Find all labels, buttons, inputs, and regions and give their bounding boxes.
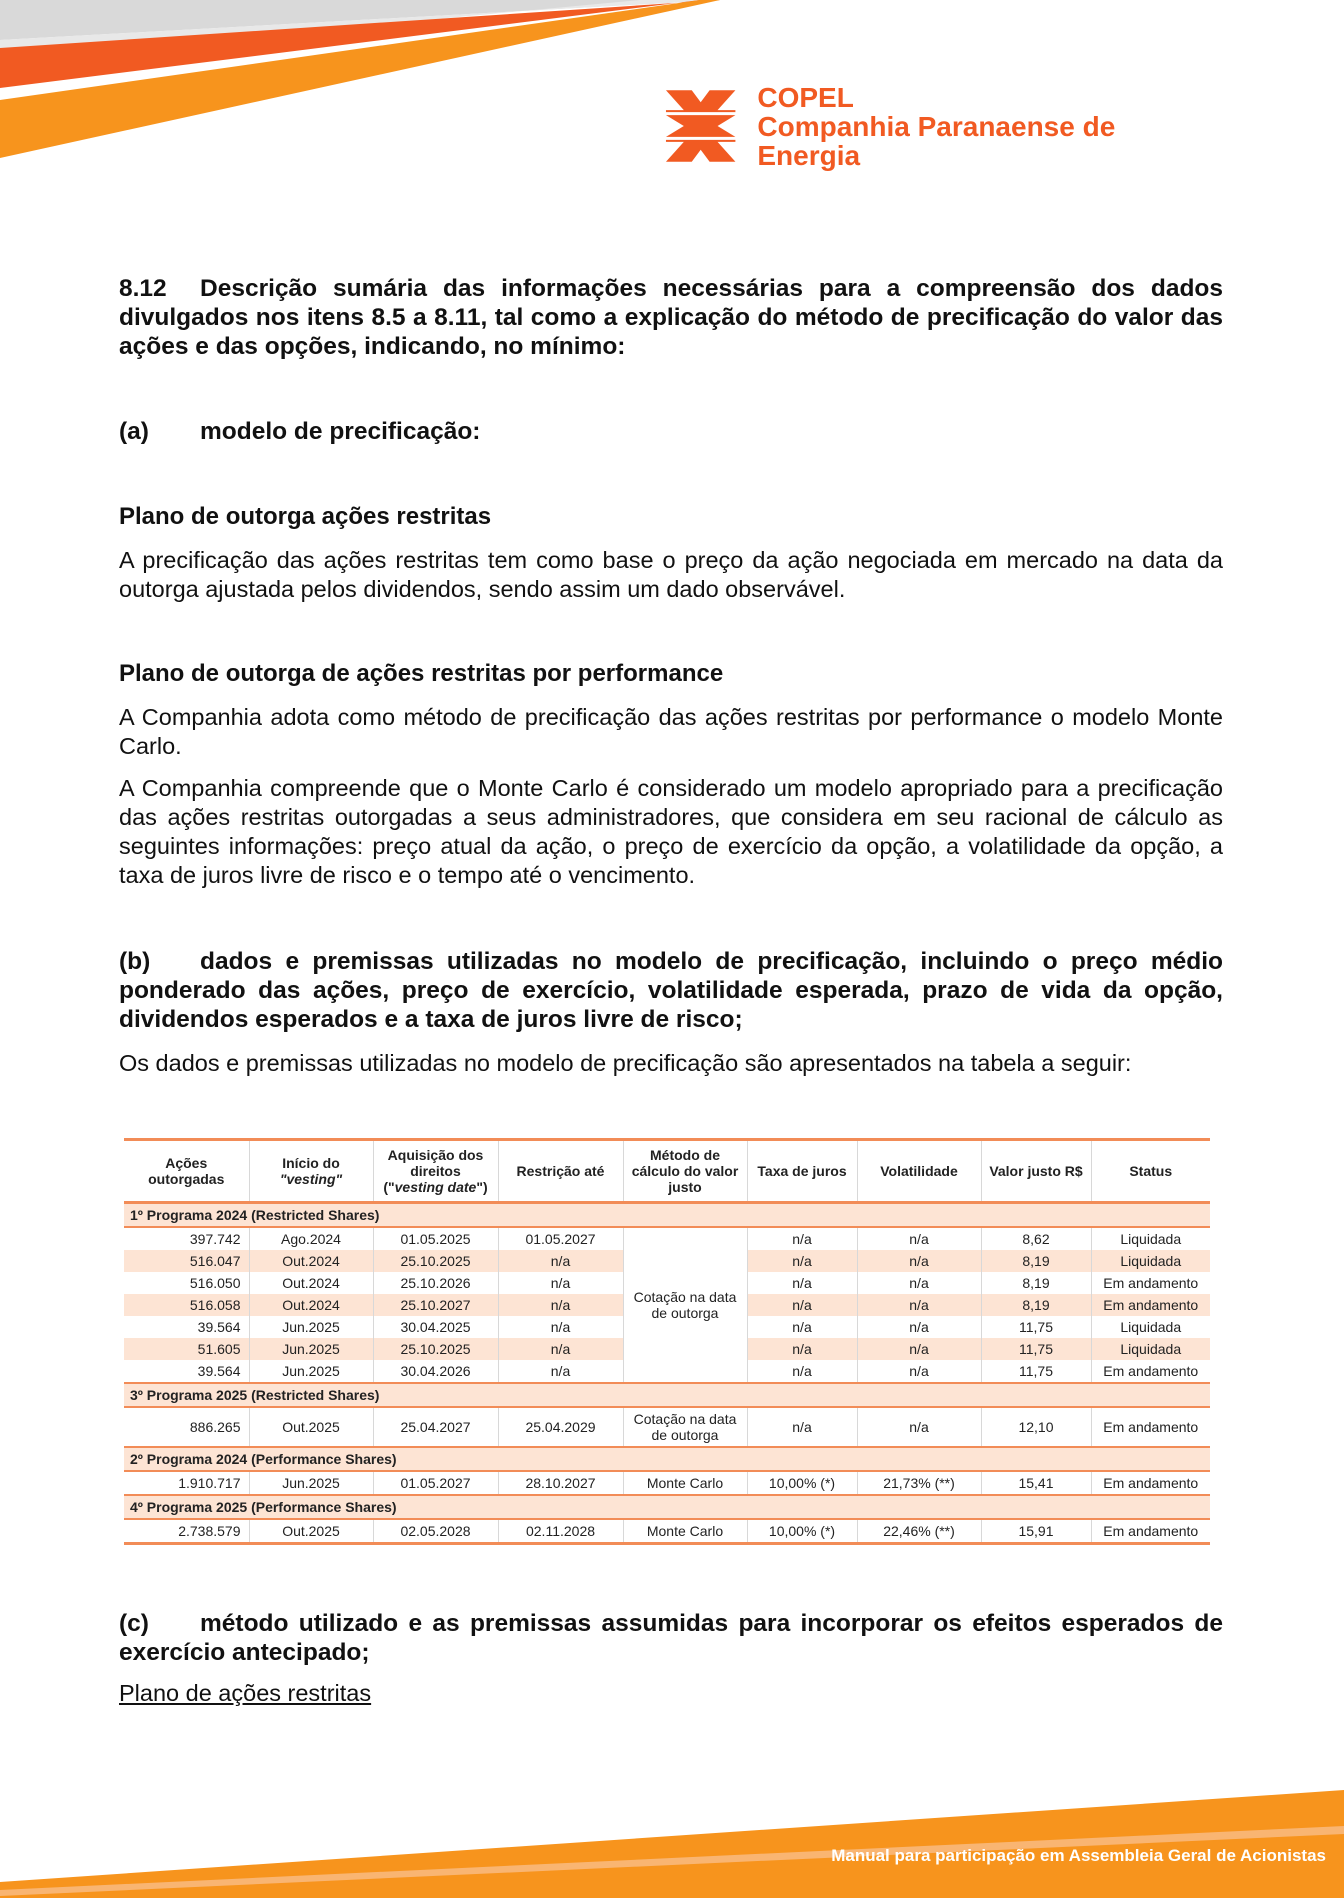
cell: Em andamento xyxy=(1091,1471,1210,1495)
cell: 01.05.2025 xyxy=(373,1227,498,1250)
header-vesting-text: "vesting" xyxy=(279,1171,343,1187)
item-a-text: modelo de precificação: xyxy=(200,418,481,445)
cell: 51.605 xyxy=(124,1338,249,1360)
logo-name: COPEL xyxy=(757,81,854,113)
item-b-text: dados e premissas utilizadas no modelo de precificação, incluindo o preço médio ponderado das ações, preço de exercício, volatilidade esperada, prazo de vida da opção, dividendos esperados e a taxa de juros livre de risco; xyxy=(119,948,1223,1033)
cell: n/a xyxy=(857,1227,981,1250)
cell: Monte Carlo xyxy=(623,1519,747,1544)
header-quote-close: ") xyxy=(476,1179,488,1195)
cell: 21,73% (**) xyxy=(857,1471,981,1495)
plan-performance-text-1: A Companhia adota como método de precificação das ações restritas por performance o modelo Monte Carlo. xyxy=(119,704,1223,759)
cell: n/a xyxy=(498,1316,623,1338)
plan-restricted-title: Plano de outorga ações restritas xyxy=(119,503,492,530)
cell: n/a xyxy=(747,1338,857,1360)
cell: 397.742 xyxy=(189,1231,241,1247)
cell: n/a xyxy=(857,1250,981,1272)
cell: 15,41 xyxy=(981,1471,1091,1495)
cell: Out.2025 xyxy=(249,1519,373,1544)
cell: 8,62 xyxy=(981,1227,1091,1250)
item-b-heading xyxy=(119,947,1223,1034)
cell: 39.564 xyxy=(197,1319,241,1335)
cell: n/a xyxy=(498,1294,623,1316)
section-label: 3º Programa 2025 (Restricted Shares) xyxy=(124,1383,1210,1407)
item-b-intro: Os dados e premissas utilizadas no modelo de precificação são apresentados na tabela a seguir: xyxy=(119,1050,1132,1076)
cell: 02.05.2028 xyxy=(373,1519,498,1544)
cell: Ago.2024 xyxy=(249,1227,373,1250)
header-metodo-calculo: Método de cálculo do valor justo xyxy=(623,1140,747,1203)
header-restricao-ate: Restrição até xyxy=(498,1140,623,1203)
header-aquisicao-direitos xyxy=(373,1140,498,1203)
cell: 22,46% (**) xyxy=(857,1519,981,1544)
cell: n/a xyxy=(747,1316,857,1338)
cell: n/a xyxy=(498,1272,623,1294)
pricing-assumptions-table xyxy=(124,1138,1210,1545)
cell: 30.04.2025 xyxy=(373,1316,498,1338)
cell: 25.04.2029 xyxy=(498,1407,623,1447)
cell: 2.738.579 xyxy=(124,1519,249,1544)
item-a-label: (a) xyxy=(119,418,149,445)
cell: Cotação na data de outorga xyxy=(623,1407,747,1447)
cell: Out.2024 xyxy=(249,1294,373,1316)
cell: 15,91 xyxy=(981,1519,1091,1544)
cell: Em andamento xyxy=(1091,1272,1210,1294)
cell: Liquidada xyxy=(1091,1250,1210,1272)
header-taxa-juros: Taxa de juros xyxy=(747,1140,857,1203)
cell: n/a xyxy=(857,1407,981,1447)
section-label: 4º Programa 2025 (Performance Shares) xyxy=(124,1495,1210,1519)
section-row-programa-1 xyxy=(124,1203,1210,1228)
cell: Em andamento xyxy=(1091,1407,1210,1447)
section-label: 2º Programa 2024 (Performance Shares) xyxy=(124,1447,1210,1471)
cell: 25.04.2027 xyxy=(373,1407,498,1447)
header-inicio-text: Início do xyxy=(282,1155,340,1171)
header-valor-justo: Valor justo R$ xyxy=(981,1140,1091,1203)
item-c-label: (c) xyxy=(119,1610,149,1637)
cell: Jun.2025 xyxy=(249,1316,373,1338)
cell: Jun.2025 xyxy=(249,1338,373,1360)
section-number: 8.12 xyxy=(119,275,167,302)
cell: 25.10.2027 xyxy=(373,1294,498,1316)
cell: n/a xyxy=(747,1407,857,1447)
cell: 10,00% (*) xyxy=(747,1519,857,1544)
cell: Liquidada xyxy=(1091,1227,1210,1250)
cell: 886.265 xyxy=(189,1419,241,1435)
table-row xyxy=(124,1227,1210,1250)
item-b-label: (b) xyxy=(119,948,151,975)
cell: 11,75 xyxy=(981,1360,1091,1383)
merged-method-cell: Cotação na data de outorga xyxy=(623,1227,747,1383)
plan-restricted-text: A precificação das ações restritas tem como base o preço da ação negociada em mercado na data da outorga ajustada pelos dividendos, sendo assim um dado observável. xyxy=(119,547,1223,602)
cell: 25.10.2025 xyxy=(373,1250,498,1272)
cell: n/a xyxy=(857,1272,981,1294)
cell: n/a xyxy=(747,1294,857,1316)
cell: n/a xyxy=(747,1272,857,1294)
cell: 12,10 xyxy=(981,1407,1091,1447)
section-heading xyxy=(119,274,1223,361)
cell: 516.058 xyxy=(124,1294,249,1316)
section-row-programa-2 xyxy=(124,1447,1210,1471)
header-acoes-outorgadas: Ações outorgadas xyxy=(124,1140,249,1203)
header-volatilidade: Volatilidade xyxy=(857,1140,981,1203)
cell: Em andamento xyxy=(1091,1360,1210,1383)
cell: 39.564 xyxy=(197,1363,241,1379)
company-logo xyxy=(662,81,1222,171)
cell: Out.2025 xyxy=(249,1407,373,1447)
table-row xyxy=(124,1519,1210,1544)
cell: 516.047 xyxy=(124,1250,249,1272)
header-inicio-vesting xyxy=(249,1140,373,1203)
section-label: 1º Programa 2024 (Restricted Shares) xyxy=(124,1203,1210,1228)
cell: Jun.2025 xyxy=(249,1471,373,1495)
cell: Em andamento xyxy=(1091,1519,1210,1544)
header-aquisicao-text: Aquisição dos direitos xyxy=(387,1147,484,1179)
cell: 28.10.2027 xyxy=(498,1471,623,1495)
cell: Out.2024 xyxy=(249,1250,373,1272)
cell: n/a xyxy=(857,1360,981,1383)
cell: n/a xyxy=(857,1294,981,1316)
table-row xyxy=(124,1407,1210,1447)
cell: Em andamento xyxy=(1091,1294,1210,1316)
plano-acoes-restritas-link[interactable]: Plano de ações restritas xyxy=(119,1680,372,1706)
cell: n/a xyxy=(857,1338,981,1360)
cell: 10,00% (*) xyxy=(747,1471,857,1495)
cell: 30.04.2026 xyxy=(373,1360,498,1383)
cell: 25.10.2025 xyxy=(373,1338,498,1360)
cell: n/a xyxy=(747,1360,857,1383)
cell: n/a xyxy=(498,1250,623,1272)
cell: 1.910.717 xyxy=(178,1475,241,1491)
cell: 8,19 xyxy=(981,1294,1091,1316)
cell: 8,19 xyxy=(981,1250,1091,1272)
cell: Out.2024 xyxy=(249,1272,373,1294)
cell: n/a xyxy=(747,1227,857,1250)
cell: 25.10.2026 xyxy=(373,1272,498,1294)
section-row-programa-3 xyxy=(124,1383,1210,1407)
logo-subtitle: Companhia Paranaense de Energia xyxy=(757,110,1116,171)
section-row-programa-4 xyxy=(124,1495,1210,1519)
copel-logo-icon xyxy=(662,88,739,164)
cell: 02.11.2028 xyxy=(498,1519,623,1544)
item-a-heading xyxy=(119,417,1223,446)
cell: 01.05.2027 xyxy=(373,1471,498,1495)
header-quote-open: (" xyxy=(383,1179,395,1195)
cell: 11,75 xyxy=(981,1316,1091,1338)
cell: n/a xyxy=(498,1338,623,1360)
footer-decoration xyxy=(0,1790,1344,1898)
table-row xyxy=(124,1471,1210,1495)
item-c-heading xyxy=(119,1609,1223,1667)
cell: 11,75 xyxy=(981,1338,1091,1360)
cell: n/a xyxy=(498,1360,623,1383)
footer-title: Manual para participação em Assembleia Geral de Acionistas xyxy=(831,1846,1326,1865)
header-vesting-date-text: vesting date xyxy=(394,1179,477,1195)
plan-performance-title: Plano de outorga de ações restritas por performance xyxy=(119,660,724,687)
cell: Liquidada xyxy=(1091,1338,1210,1360)
section-heading-text: Descrição sumária das informações necessárias para a compreensão dos dados divulgados nos itens 8.5 a 8.11, tal como a explicação do método de precificação do valor das ações e das opções, indicando, no mínimo: xyxy=(119,275,1223,360)
item-c-text: método utilizado e as premissas assumidas para incorporar os efeitos esperados de exercício antecipado; xyxy=(119,1610,1223,1666)
cell: Monte Carlo xyxy=(623,1471,747,1495)
header-status: Status xyxy=(1091,1140,1210,1203)
cell: 516.050 xyxy=(189,1275,241,1291)
cell: n/a xyxy=(857,1316,981,1338)
table-header-row xyxy=(124,1140,1210,1203)
cell: n/a xyxy=(747,1250,857,1272)
cell: Jun.2025 xyxy=(249,1360,373,1383)
plan-performance-text-2: A Companhia compreende que o Monte Carlo é considerado um modelo apropriado para a precificação das ações restritas outorgadas a seus administradores, que considera em seu racional de cálculo as seguintes informações: preço atual da ação, o preço de exercício da opção, a volatilidade da opção, a taxa de juros livre de risco e o tempo até o vencimento. xyxy=(119,775,1223,888)
cell: Liquidada xyxy=(1091,1316,1210,1338)
cell: 8,19 xyxy=(981,1272,1091,1294)
cell: 01.05.2027 xyxy=(498,1227,623,1250)
